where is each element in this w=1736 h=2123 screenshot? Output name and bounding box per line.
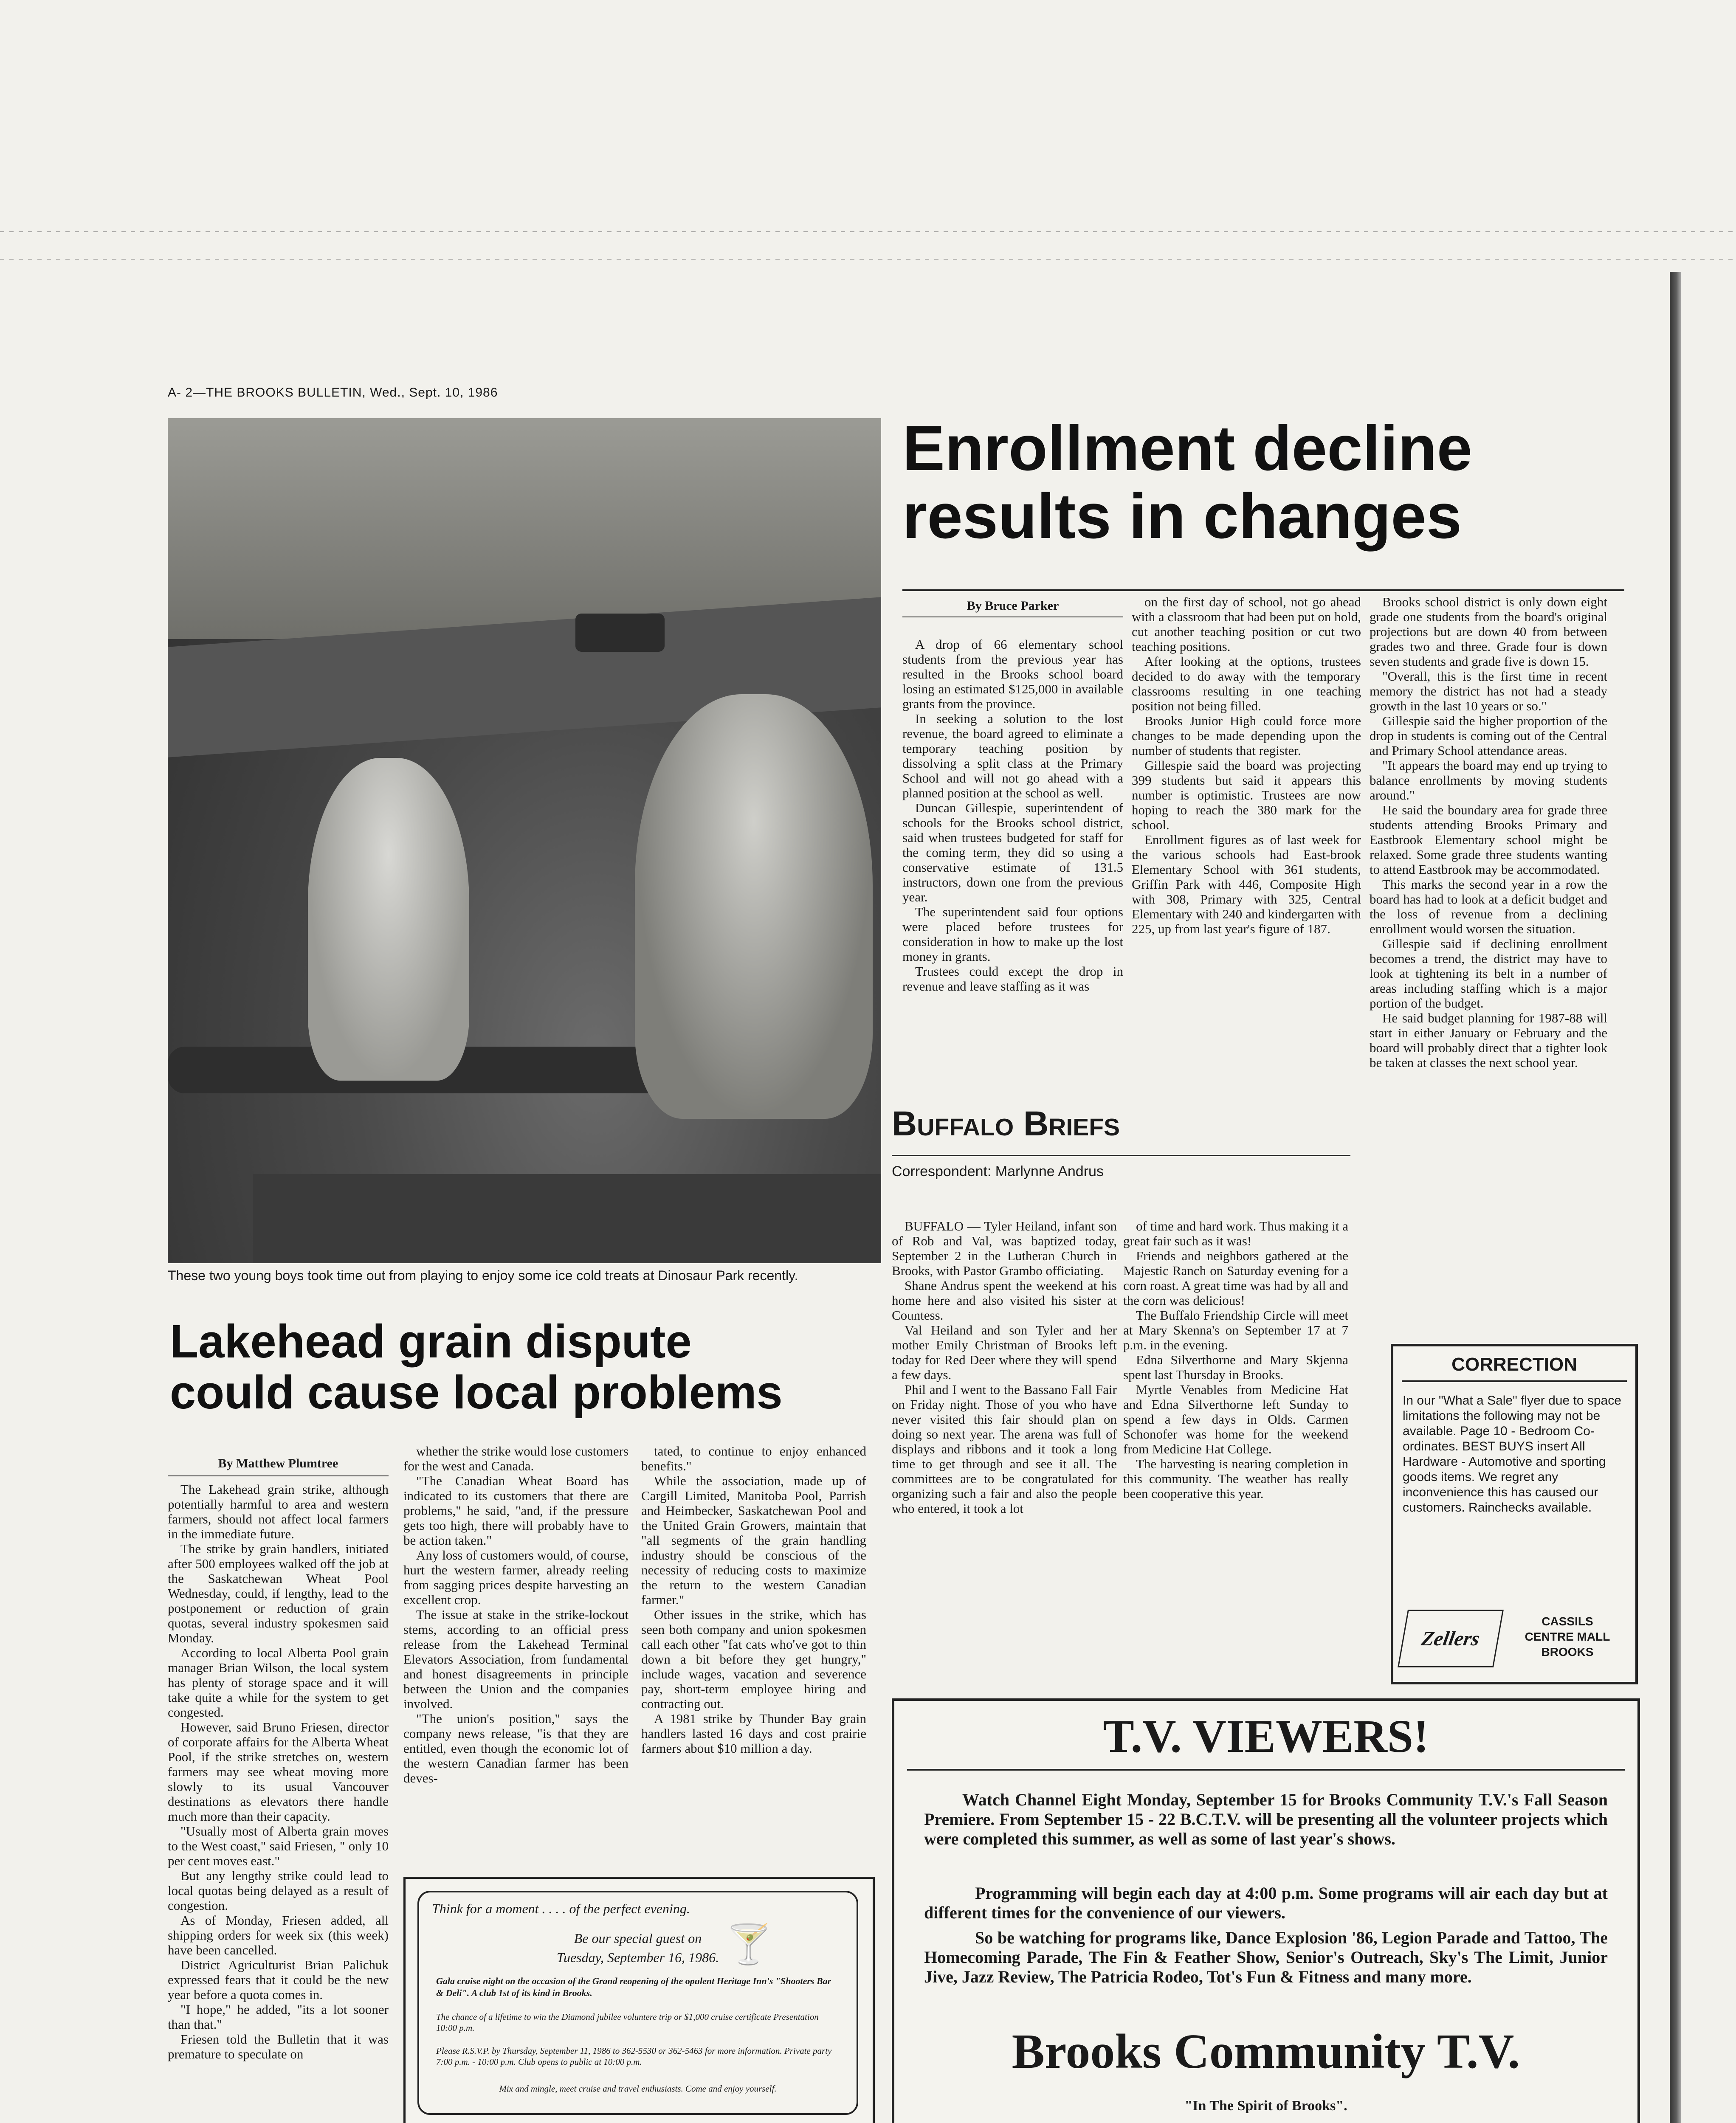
tv-viewers-ad — [892, 1698, 1640, 2123]
paragraph: BUFFALO — Tyler Heiland, infant son of Rob and Val, was baptized today, September 2 in the Lutheran Church in Brooks, with Pastor Grambo officiating. — [892, 1219, 1117, 1278]
lakehead-headline-line2: could cause local problems — [170, 1366, 783, 1419]
paragraph: The strike by grain handlers, initiated after 500 employees walked off the job at the Saskatchewan Wheat Pool Wednesday, could, if lengthy, lead to the postponement or reduction of grain quotas, several industry spokesmen said Monday. — [168, 1541, 389, 1645]
lakehead-col-3 — [641, 1444, 866, 1756]
paragraph: A drop of 66 elementary school students from the previous year has resulted in the Brooks school board losing an estimated $125,000 in available grants from the province. — [902, 637, 1123, 711]
paragraph: The Lakehead grain strike, although potentially harmful to area and western farmers, should not affect local farmers in the immediate future. — [168, 1482, 389, 1541]
paragraph: According to local Alberta Pool grain manager Brian Wilson, the local system has plenty of storage space and it will take quite a while for the system to get congested. — [168, 1645, 389, 1720]
enrollment-headline — [902, 414, 1624, 550]
paragraph: Brooks Junior High could force more changes to be made depending upon the number of students that register. — [1132, 713, 1361, 758]
store-line: CASSILS — [1542, 1615, 1593, 1628]
enrollment-headline-line1: Enrollment decline — [902, 412, 1472, 484]
tv-ad-title: T.V. VIEWERS! — [1103, 1710, 1429, 1762]
folio-line: A- 2—THE BROOKS BULLETIN, Wed., Sept. 10, 1986 — [168, 386, 498, 400]
paragraph: "Overall, this is the first time in recent memory the district has not had a steady growth in the last 10 years or so." — [1370, 669, 1607, 713]
tv-ad-para3: So be watching for programs like, Dance Explosion '86, Legion Parade and Tattoo, The Homecoming Parade, The Fin & Feather Show, Senior's Outreach, Sky's The Limit, Junior Jive, Jazz Review, The Patricia Rodeo, Tot's Fun & Fitness and many more. — [924, 1928, 1608, 1986]
paragraph: Other issues in the strike, which has seen both company and union spokesmen call each other "fat cats who've got to thin down a bit before they get hungry," include wages, vacation and severence pay, short-term employee hiring and contracting out. — [641, 1607, 866, 1711]
invitation-line: Gala cruise night on the occasion of the Grand reopening of the opulent Heritage Inn's "Shooters Bar & Deli". A club 1st of its kind in Brooks. — [436, 1976, 831, 1998]
paragraph: "It appears the board may end up trying to balance enrollments by moving students around." — [1370, 758, 1607, 802]
invitation-card — [417, 1891, 858, 2115]
invitation-line: Please R.S.V.P. by Thursday, September 11, 1986 to 362-5530 or 362-5463 for more information. Private party 7:00 p.m. - 10:00 p.m. Club opens to public at 10:00 p.m. — [436, 2046, 832, 2067]
paragraph: whether the strike would lose customers for the west and Canada. — [403, 1444, 628, 1473]
paragraph: While the association, made up of Cargill Limited, Manitoba Pool, Parrish and Heimbecker, Saskatchewan Pool and the United Grain Growers, maintain that "all segments of the grain handling industry should be conscious of the necessity of reducing costs to maximize the return to the western Canadian farmer." — [641, 1473, 866, 1607]
paragraph: Val Heiland and son Tyler and her mother Emily Christman of Brooks left today for Red Deer where they will spend a few days. — [892, 1323, 1117, 1382]
paragraph: of time and hard work. Thus making it a great fair such as it was! — [1123, 1219, 1348, 1248]
paragraph: However, said Bruno Friesen, director of corporate affairs for the Alberta Wheat Pool, if the strike stretches on, western farmers may see wheat moving more slowly to its usual Vancouver destinations as elevators there handle much more than their capacity. — [168, 1720, 389, 1824]
rule — [892, 1155, 1350, 1156]
paragraph: on the first day of school, not go ahead with a classroom that had been put on hold, cut another teaching position or cut two teaching positions. — [1132, 594, 1361, 654]
paragraph: Phil and I went to the Bassano Fall Fair on Friday night. Those of you who have never visited this fair should plan on doing so next year. The arena was full of displays and ribbons and it took a long time to get through and see it all. The committees are to be congratulated for organizing such a fair and also the people who entered, it took a lot — [892, 1382, 1117, 1516]
lakehead-byline: By Matthew Plumtree — [218, 1456, 338, 1470]
enrollment-col-3 — [1370, 594, 1607, 1070]
paragraph: Gillespie said the board was projecting 399 students but said it appears this number is optimistic. Trustees are now hoping to reach the 380 mark for the school. — [1132, 758, 1361, 832]
paragraph: Friends and neighbors gathered at the Majestic Ranch on Saturday evening for a corn roast. A great time was had by all and the corn was delicious! — [1123, 1248, 1348, 1308]
paragraph: Myrtle Venables from Medicine Hat and Edna Silverthorne left Sunday to spend a few days in Olds. Carmen Schonofer was home for the weekend from Medicine Hat College. — [1123, 1382, 1348, 1456]
paragraph: "Usually most of Alberta grain moves to the West coast," said Friesen, " only 10 per cent moves east." — [168, 1824, 389, 1868]
photo-boy-right-shape — [635, 694, 873, 1119]
tv-ad-slogan: "In The Spirit of Brooks". — [1184, 2098, 1347, 2114]
paragraph: He said the boundary area for grade three students attending Brooks Primary and Eastbrook Elementary school might be relaxed. Some grade three students wanting to attend Eastbrook may be accommodated. — [1370, 802, 1607, 877]
zellers-store-location — [1508, 1614, 1627, 1660]
invitation-date: Tuesday, September 16, 1986. — [556, 1950, 719, 1965]
paragraph: But any lengthy strike could lead to local quotas being delayed as a result of congestion. — [168, 1868, 389, 1913]
scan-artifact-line — [0, 259, 1736, 260]
paragraph: The harvesting is nearing completion in this community. The weather has really been cooperative this year. — [1123, 1456, 1348, 1501]
paragraph: Brooks school district is only down eight grade one students from the board's original projections but are down 40 from between grades two and three. Grade four is down seven students and grade five is down 15. — [1370, 594, 1607, 669]
buffalo-correspondent: Correspondent: Marlynne Andrus — [892, 1163, 1104, 1180]
rule — [1402, 1380, 1627, 1382]
paragraph: District Agriculturist Brian Palichuk expressed fears that it could be the new year before a quota comes in. — [168, 1957, 389, 2002]
paragraph: The issue at stake in the strike-lockout stems, according to an official press release from the Lakehead Terminal Elevators Association, from fundamental and honest disagreements in principle between the Union and the companies involved. — [403, 1607, 628, 1711]
paragraph: "I hope," he added, "its a lot sooner than that." — [168, 2002, 389, 2032]
paragraph: Duncan Gillespie, superintendent of schools for the Brooks school district, said when trustees budgeted for staff for the coming term, they did so using a conservative estimate of 131.5 instructors, down one from the previous year. — [902, 800, 1123, 904]
buffalo-briefs-title: Buffalo Briefs — [892, 1104, 1120, 1143]
paragraph: This marks the second year in a row the board has had to look at a deficit budget and the loss of revenue from a declining enrollment would worsen the situation. — [1370, 877, 1607, 936]
lakehead-headline — [170, 1316, 871, 1418]
scan-artifact-line — [0, 231, 1736, 232]
paragraph: Enrollment figures as of last week for the various schools had East-brook Elementary School with 361 students, Griffin Park with 446, Composite High with 308, Primary with 325, Central Elementary with 240 and kindergarten with 225, up from last year's figure of 187. — [1132, 832, 1361, 936]
lakehead-col-2 — [403, 1444, 628, 1785]
paragraph: "The Canadian Wheat Board has indicated to its customers that there are problems," he said, "and, if the pressure gets too high, there will probably have to be action taken." — [403, 1473, 628, 1548]
paragraph: The superintendent said four options were placed before trustees for consideration in how to make up the lost money in grants. — [902, 904, 1123, 964]
lakehead-col-1 — [168, 1482, 389, 2061]
paragraph: Friesen told the Bulletin that it was premature to speculate on — [168, 2032, 389, 2061]
store-line: CENTRE MALL — [1525, 1630, 1610, 1643]
paragraph: The Buffalo Friendship Circle will meet at Mary Skenna's on September 17 at 7 p.m. in the evening. — [1123, 1308, 1348, 1352]
paragraph: Gillespie said if declining enrollment becomes a trend, the district may have to look at tightening its belt in a number of areas including staffing which is a major portion of the budget. — [1370, 936, 1607, 1011]
paragraph: After looking at the options, trustees decided to do away with the temporary classrooms resulting in one teaching position not being filled. — [1132, 654, 1361, 713]
paragraph: Shane Andrus spent the weekend at his home here and also visited his sister at Countess. — [892, 1278, 1117, 1323]
paragraph: He said budget planning for 1987-88 will start in either January or February and the board will probably direct that a tighter look be taken at classes the next school year. — [1370, 1011, 1607, 1070]
photo-car-shape — [575, 614, 665, 652]
invitation-line: Be our special guest on — [574, 1931, 702, 1946]
paragraph: A 1981 strike by Thunder Bay grain handlers lasted 16 days and cost prairie farmers about $10 million a day. — [641, 1711, 866, 1756]
tv-ad-para1: Watch Channel Eight Monday, September 15 for Brooks Community T.V.'s Fall Season Premiere. From September 15 - 22 B.C.T.V. will be presenting all the volunteer projects which were completed this summer, as well as some of last year's shows. — [924, 1790, 1608, 1848]
buffalo-col-2 — [1123, 1219, 1348, 1501]
buffalo-col-1 — [892, 1219, 1117, 1516]
rule — [902, 589, 1624, 591]
invitation-line: Think for a moment . . . . of the perfect evening. — [432, 1901, 690, 1916]
correction-title: CORRECTION — [1451, 1354, 1577, 1375]
photo-caption: These two young boys took time out from playing to enjoy some ice cold treats at Dinosaur Park recently. — [168, 1268, 798, 1283]
tv-ad-para2: Programming will begin each day at 4:00 p.m. Some programs will air each day but at different times for the convenience of our viewers. — [924, 1884, 1608, 1922]
paragraph: tated, to continue to enjoy enhanced benefits." — [641, 1444, 866, 1473]
page-edge-shadow — [1670, 272, 1681, 2123]
paragraph: As of Monday, Friesen added, all shipping orders for week six (this week) have been cancelled. — [168, 1913, 389, 1957]
photo-ground-shape — [253, 1174, 881, 1263]
lakehead-headline-line1: Lakehead grain dispute — [170, 1315, 692, 1368]
store-line: BROOKS — [1541, 1645, 1594, 1658]
rule — [907, 1769, 1625, 1771]
brooks-community-tv-logo: Brooks Community T.V. — [1012, 2024, 1520, 2079]
photo-boys-ice-treats — [168, 418, 881, 1263]
invitation-line: Mix and mingle, meet cruise and travel enthusiasts. Come and enjoy yourself. — [499, 2084, 777, 2094]
cruise-invitation-ad — [403, 1877, 875, 2123]
paragraph: Edna Silverthorne and Mary Skjenna spent last Thursday in Brooks. — [1123, 1352, 1348, 1382]
correction-body: In our "What a Sale" flyer due to space limitations the following may not be available. Page 10 - Bedroom Co-ordinates. BEST BUYS insert All Hardware - Automotive and sporting goods items. We regret any inconvenience this has caused our customers. Rainchecks available. — [1403, 1394, 1621, 1515]
rule — [168, 1475, 389, 1476]
enrollment-byline: By Bruce Parker — [967, 599, 1059, 613]
invitation-line: The chance of a lifetime to win the Diamond jubilee voluntere trip or $1,000 cruise certificate Presentation 10:00 p.m. — [436, 2012, 819, 2033]
paragraph: Any loss of customers would, of course, hurt the western farmer, already reeling from sagging prices despite harvesting an excellent crop. — [403, 1548, 628, 1607]
paragraph: "The union's position," says the company news release, "is that they are entitled, even though the economic lot of the western Canadian farmer has been deves- — [403, 1711, 628, 1785]
photo-boy-left-shape — [308, 758, 469, 1081]
enrollment-headline-line2: results in changes — [902, 480, 1462, 552]
paragraph: In seeking a solution to the lost revenue, the board agreed to eliminate a temporary teaching position by dissolving a split class at the Primary School and will not go ahead with a planned position at the school as well. — [902, 711, 1123, 800]
paragraph: Trustees could except the drop in revenue and leave staffing as it was — [902, 964, 1123, 994]
cocktail-glass-icon: 🍸 — [725, 1922, 773, 1967]
enrollment-col-2 — [1132, 594, 1361, 936]
correction-notice — [1391, 1344, 1638, 1684]
enrollment-col-1 — [902, 637, 1123, 994]
paragraph: Gillespie said the higher proportion of the drop in students is coming out of the Central and Primary School attendance areas. — [1370, 713, 1607, 758]
zellers-logo: Zellers — [1398, 1610, 1504, 1667]
